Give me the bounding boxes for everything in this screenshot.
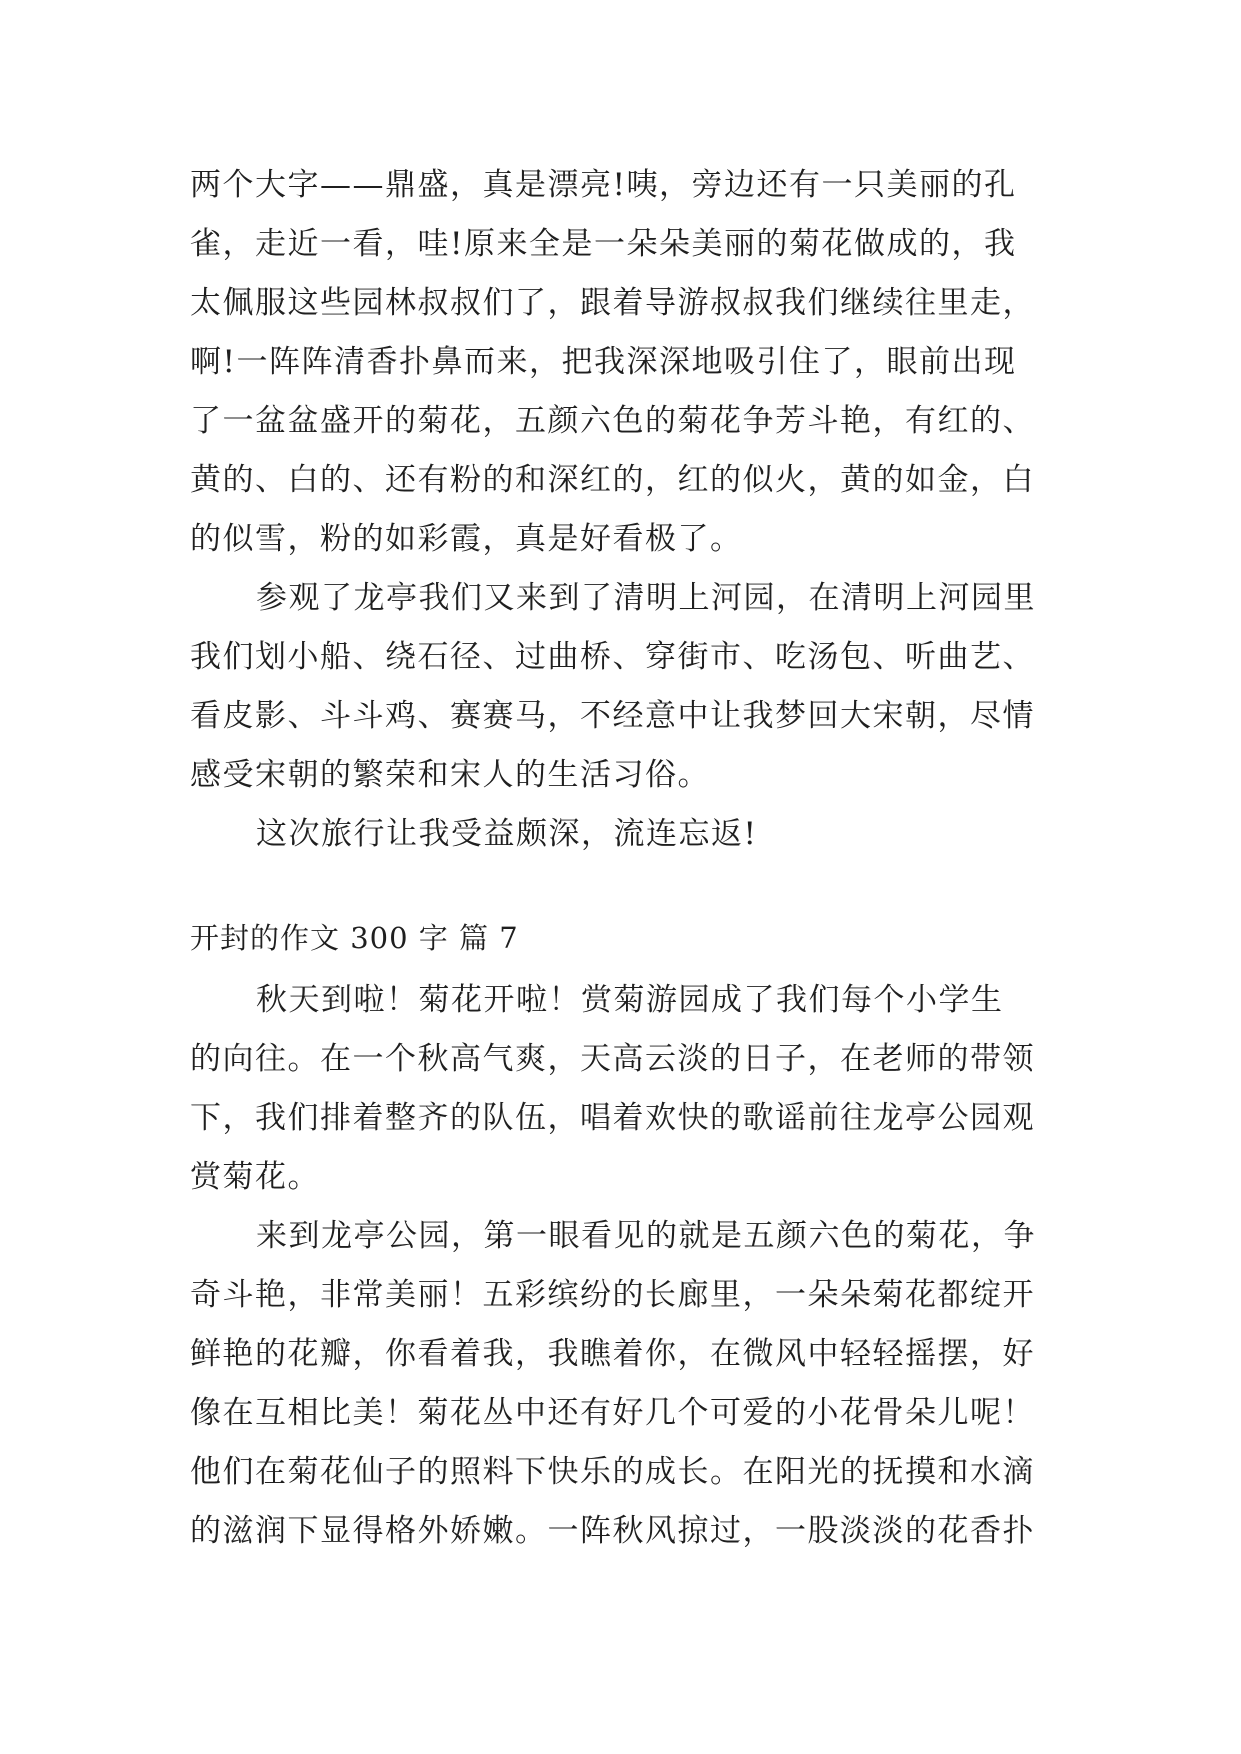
paragraph-line: 啊!一阵阵清香扑鼻而来，把我深深地吸引住了，眼前出现 [190, 344, 1017, 380]
paragraph-line: 了一盆盆盛开的菊花，五颜六色的菊花争芳斗艳，有红的、 [190, 403, 1035, 439]
paragraph-line: 来到龙亭公园，第一眼看见的就是五颜六色的菊花，争 [256, 1218, 1036, 1254]
paragraph-line: 我们划小船、绕石径、过曲桥、穿街市、吃汤包、听曲艺、 [190, 639, 1035, 675]
paragraph-line: 奇斗艳，非常美丽！五彩缤纷的长廊里，一朵朵菊花都绽开 [190, 1277, 1035, 1313]
paragraph-line: 雀，走近一看，哇!原来全是一朵朵美丽的菊花做成的，我 [190, 226, 1017, 262]
paragraph-line: 黄的、白的、还有粉的和深红的，红的似火，黄的如金，白 [190, 462, 1035, 498]
section-heading: 开封的作文 300 字 篇 7 [190, 921, 519, 955]
paragraph-line: 这次旅行让我受益颇深，流连忘返! [256, 816, 758, 852]
paragraph-line: 的向往。在一个秋高气爽，天高云淡的日子，在老师的带领 [190, 1041, 1035, 1077]
paragraph-line: 鲜艳的花瓣，你看着我，我瞧着你，在微风中轻轻摇摆，好 [190, 1336, 1035, 1372]
paragraph-line: 赏菊花。 [190, 1159, 320, 1195]
paragraph-line: 参观了龙亭我们又来到了清明上河园，在清明上河园里 [256, 580, 1036, 616]
paragraph-line: 他们在菊花仙子的照料下快乐的成长。在阳光的抚摸和水滴 [190, 1454, 1035, 1490]
paragraph-line: 像在互相比美！菊花丛中还有好几个可爱的小花骨朵儿呢！ [190, 1395, 1035, 1431]
paragraph-line: 两个大字——鼎盛，真是漂亮!咦，旁边还有一只美丽的孔 [190, 167, 1017, 203]
paragraph-line: 秋天到啦！菊花开啦！赏菊游园成了我们每个小学生 [256, 982, 1004, 1018]
paragraph-line: 太佩服这些园林叔叔们了，跟着导游叔叔我们继续往里走， [190, 285, 1035, 321]
paragraph-line: 的滋润下显得格外娇嫩。一阵秋风掠过，一股淡淡的花香扑 [190, 1513, 1035, 1549]
paragraph-line: 的似雪，粉的如彩霞，真是好看极了。 [190, 521, 743, 557]
paragraph-line: 感受宋朝的繁荣和宋人的生活习俗。 [190, 757, 710, 793]
paragraph-line: 下，我们排着整齐的队伍，唱着欢快的歌谣前往龙亭公园观 [190, 1100, 1035, 1136]
paragraph-line: 看皮影、斗斗鸡、赛赛马，不经意中让我梦回大宋朝，尽情 [190, 698, 1035, 734]
